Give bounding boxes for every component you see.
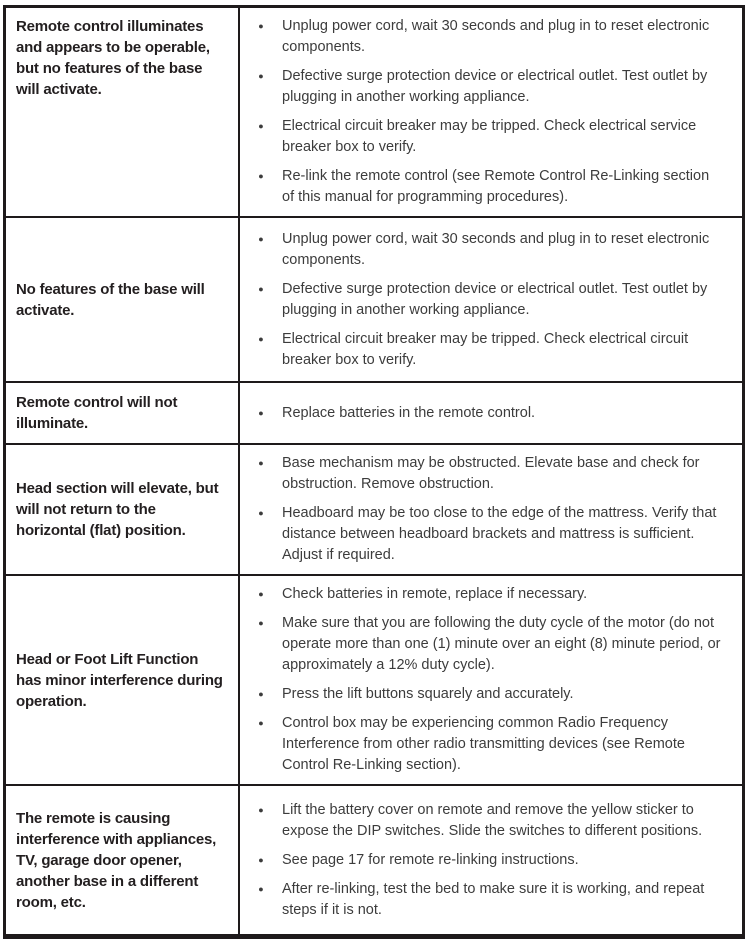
bullet-icon: ● [258,508,264,518]
bullet-icon: ● [258,618,264,628]
solution-text: Press the lift buttons squarely and accurately. [282,686,574,702]
bullet-icon: ● [258,121,264,131]
troubleshooting-table [3,5,745,939]
solution-item [240,453,730,495]
solutions-cell [240,786,742,934]
solution-text: Defective surge protection device or electrical outlet. Test outlet by plugging in another working appliance. [282,68,708,105]
solution-text: Headboard may be too close to the edge of the mattress. Verify that distance between headboard brackets and mattress is sufficient. Adjust if required. [282,505,717,563]
problem-cell [6,383,240,443]
solutions-cell [240,576,742,784]
solution-text: Base mechanism may be obstructed. Elevate base and check for obstruction. Remove obstruction. [282,455,700,492]
table-row [6,216,742,381]
solution-item [240,329,730,371]
bullet-icon: ● [258,883,264,894]
table-row [6,574,742,784]
problem-text: Remote control illuminates and appears to be operable, but no features of the base will activate. [16,18,210,98]
bullet-icon: ● [258,589,264,599]
solution-item [240,166,730,208]
bullet-icon: ● [258,233,264,244]
solutions-cell [240,383,742,443]
problem-text: Head section will elevate, but will not return to the horizontal (flat) position. [16,480,219,539]
bullet-icon: ● [258,407,264,418]
problem-text: Head or Foot Lift Function has minor interference during operation. [16,650,223,710]
solution-text: Control box may be experiencing common Radio Frequency Interference from other radio transmitting devices (see Remote Control Re-Linking section). [282,715,685,773]
table-row [6,8,742,216]
bullet-icon: ● [258,804,264,815]
solution-item [240,229,730,271]
solution-item [240,713,730,776]
solution-text: Unplug power cord, wait 30 seconds and plug in to reset electronic components. [282,230,710,268]
bullet-icon: ● [258,71,264,81]
solution-item [240,16,730,58]
solution-text: Make sure that you are following the duty cycle of the motor (do not operate more than one (1) minute over an eight (8) minute period, or approximately a 12% duty cycle). [282,615,721,673]
solution-text: Electrical circuit breaker may be tripped. Check electrical circuit breaker box to verify. [282,330,689,368]
problem-cell [6,576,240,784]
problem-cell [6,445,240,574]
bullet-icon: ● [258,854,264,865]
solution-text: Replace batteries in the remote control. [282,404,536,421]
table-row [6,784,742,934]
bullet-icon: ● [258,283,264,294]
table-row [6,443,742,574]
solution-text: Defective surge protection device or electrical outlet. Test outlet by plugging in another working appliance. [282,280,708,318]
solution-text: See page 17 for remote re-linking instructions. [282,851,579,868]
solution-item [240,879,730,921]
problem-text: No features of the base will activate. [16,280,205,319]
bullet-icon: ● [258,458,264,468]
bullet-icon: ● [258,718,264,728]
bullet-icon: ● [258,21,264,31]
solution-item [240,116,730,158]
problem-cell [6,218,240,381]
solution-item [240,403,730,424]
bullet-icon: ● [258,333,264,344]
solution-item [240,684,730,705]
table-row [6,381,742,443]
solution-item [240,279,730,321]
solution-text: Electrical circuit breaker may be tripped. Check electrical service breaker box to verify. [282,118,697,155]
solution-item [240,850,730,871]
problem-cell [6,786,240,934]
solution-item [240,800,730,842]
solutions-cell [240,8,742,216]
solution-text: After re-linking, test the bed to make sure it is working, and repeat steps if it is not. [282,880,705,918]
solutions-cell [240,218,742,381]
solution-item [240,503,730,566]
solution-text: Re-link the remote control (see Remote Control Re-Linking section of this manual for programming procedures). [282,168,710,205]
solution-text: Check batteries in remote, replace if necessary. [282,586,588,602]
bullet-icon: ● [258,689,264,699]
bullet-icon: ● [258,171,264,181]
solutions-cell [240,445,742,574]
solution-item [240,584,730,605]
problem-text: Remote control will not illuminate. [16,394,178,432]
solution-text: Lift the battery cover on remote and remove the yellow sticker to expose the DIP switches. Slide the switches to different positions. [282,801,703,839]
problem-cell [6,8,240,216]
solution-item [240,613,730,676]
solution-item [240,66,730,108]
solution-text: Unplug power cord, wait 30 seconds and plug in to reset electronic components. [282,18,710,55]
problem-text: The remote is causing interference with appliances, TV, garage door opener, another base in a different room, etc. [16,809,217,911]
